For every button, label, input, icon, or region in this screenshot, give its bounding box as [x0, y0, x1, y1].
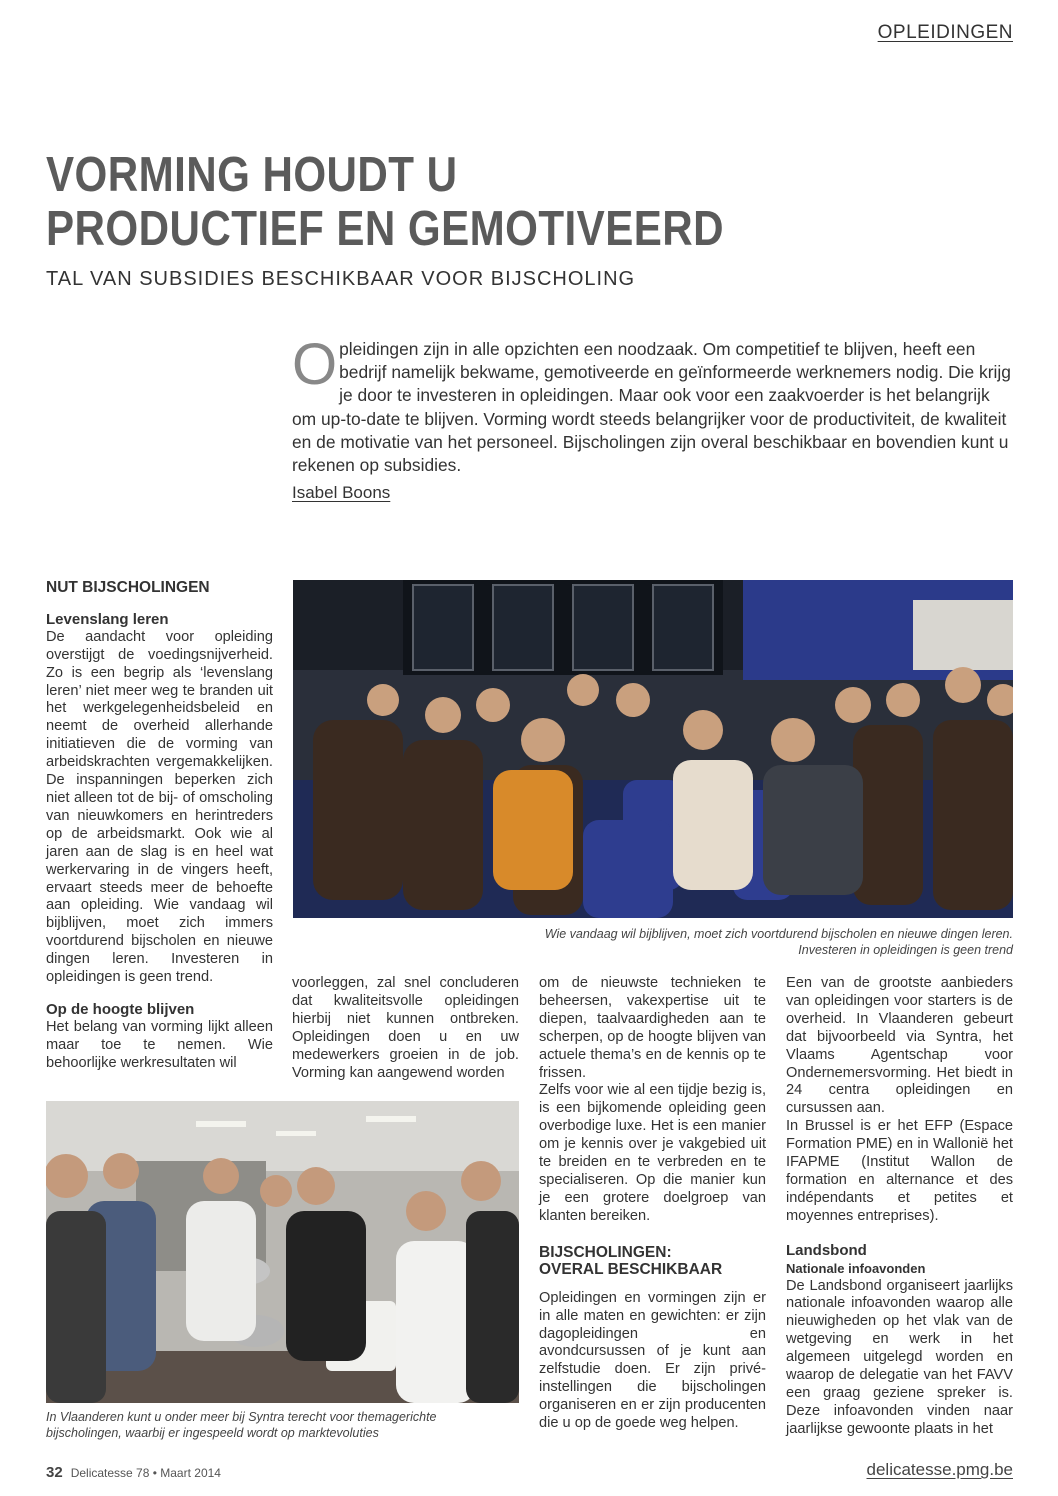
photo2-caption — [46, 1409, 519, 1441]
column-4 — [786, 975, 1013, 1439]
page-number: 32 — [46, 1464, 63, 1481]
intro-text: pleidingen zijn in alle opzichten een noodzaak. Om competitief te blijven, heeft een bedrijf namelijk bekwame, gemotiveerde en geïnformeerde werknemers nodig. Die krijg je door te investeren in opleidingen. Maar ook voor een zaakvoerder is het belangrijk om up-to-date te blijven. Vorming wordt steeds belangrijker voor de productiviteit, de kwaliteit en de motivatie van het personeel. Bijscholingen zijn overal beschikbaar en bovendien kunt u rekenen op subsidies. — [292, 339, 1011, 476]
title-line-2: PRODUCTIEF EN GEMOTIVEERD — [46, 202, 725, 256]
paragraph: De aandacht voor opleiding overstijgt de voedingsnijverheid. Zo is een begrip als ‘levenslang leren’ niet meer weg te branden uit het werkgelegenheidsbeleid en neemt de overheid allerhande initiatieven die de vorming van arbeidskrachten vergemakkelijken. De inspanningen beperken zich niet alleen tot de bij- of omscholing van nieuwkomers en herintreders op de arbeidsmarkt. Ook wie al jaren aan de slag is en heel wat werkervaring in de vingers heeft, ervaart steeds meer de behoefte aan opleiding. Wie vandaag wil bijblijven, moet zich immers voortdurend bijscholen en nieuwe dingen leren. Investeren in opleidingen is geen trend. — [46, 628, 273, 986]
author-byline: Isabel Boons — [292, 483, 391, 502]
photo1-caption — [293, 926, 1013, 958]
subheading-levenslang: Levenslang leren — [46, 610, 169, 628]
subheading-infoavonden: Nationale infoavonden — [786, 1260, 926, 1276]
heading-line: BIJSCHOLINGEN: — [539, 1243, 672, 1261]
subheading-hoogte: Op de hoogte blijven — [46, 1000, 195, 1018]
drop-cap: O — [292, 332, 338, 397]
caption-line: In Vlaanderen kunt u onder meer bij Syntra terecht voor themagerichte — [46, 1410, 437, 1424]
paragraph: Zelfs voor wie al een tijdje bezig is, is een bijkomende opleiding geen overbodige luxe. Het is een manier om je kennis over je vakgebied uit te breiden en te verbreden en te specialiseren. Op die manier kun je een grotere doelgroep van klanten bereiken. — [539, 1082, 766, 1224]
kitchen-photo-illustration — [46, 1101, 519, 1403]
heading-line: OVERAL BESCHIKBAAR — [539, 1260, 723, 1278]
caption-line: bijscholingen, waarbij er ingespeeld wordt op marktevoluties — [46, 1426, 379, 1440]
column-1 — [46, 579, 273, 1073]
section-tag: OPLEIDINGEN — [877, 22, 1013, 43]
footer-info — [46, 1464, 221, 1481]
paragraph: Opleidingen en vormingen zijn er in alle maten en gewichten: er zijn dagopleidingen en avondcursussen of je kunt aan zelfstudie doen. Er zijn privé-instellingen die bijscholingen organiseren en er zijn producenten die u op de goede weg helpen. — [539, 1289, 766, 1432]
caption-line: Investeren in opleidingen is geen trend — [798, 943, 1013, 957]
paragraph: In Brussel is er het EFP (Espace Formation PME) en in Wallonië het IFAPME (Institut Wallon de formation en alternance et des indépendants et petites et moyennes entreprises). — [786, 1118, 1013, 1224]
photo-kitchen-workshop — [46, 1101, 519, 1403]
intro-paragraph — [292, 332, 1012, 477]
section-heading-nut: NUT BIJSCHOLINGEN — [46, 579, 210, 596]
paragraph: voorleggen, zal snel concluderen dat kwaliteitsvolle opleidingen hierbij niet kunnen ontbreken. Opleidingen doen u en uw medewerkers groeien in de job. Vorming kan aangewend worden — [292, 975, 519, 1081]
seminar-photo-illustration — [293, 580, 1013, 918]
title-line-1: VORMING HOUDT U — [46, 148, 458, 202]
article-title — [46, 148, 820, 256]
paragraph: De Landsbond organiseert jaarlijks nationale infoavonden waarop alle nieuwigheden op het vlak van de wetgeving en werk in het algemeen uitgelegd worden en waarop de delegatie van het FAVV een graag geziene spreker is. Deze infoavonden vinden naar jaarlijkse gewoonte plaats in het — [786, 1277, 1013, 1437]
website-link[interactable]: delicatesse.pmg.be — [866, 1460, 1013, 1479]
caption-line: Wie vandaag wil bijblijven, moet zich voortdurend bijscholen en nieuwe dingen leren. — [544, 927, 1013, 941]
column-2 — [292, 975, 519, 1082]
paragraph: Het belang van vorming lijkt alleen maar toe te nemen. Wie behoorlijke werkresultaten wil — [46, 1018, 273, 1071]
column-3 — [539, 975, 766, 1433]
subheading-landsbond: Landsbond — [786, 1241, 867, 1259]
paragraph: Een van de grootste aanbieders van opleidingen voor starters is de overheid. In Vlaanderen gebeurt dat bijvoorbeeld via Syntra, het Vlaams Agentschap voor Ondernemersvorming. Het biedt in 24 centra opleidingen en cursussen aan. — [786, 975, 1013, 1117]
article-subtitle: TAL VAN SUBSIDIES BESCHIKBAAR VOOR BIJSCHOLING — [46, 268, 636, 290]
section-heading-bijscholingen — [539, 1244, 766, 1278]
issue-info: Delicatesse 78 • Maart 2014 — [70, 1466, 221, 1480]
photo-seminar-audience — [293, 580, 1013, 918]
paragraph: om de nieuwste technieken te beheersen, vakexpertise uit te diepen, taalvaardigheden aan te scherpen, op de hoogte blijven van actuele thema’s en de kennis op te frissen. — [539, 975, 766, 1081]
